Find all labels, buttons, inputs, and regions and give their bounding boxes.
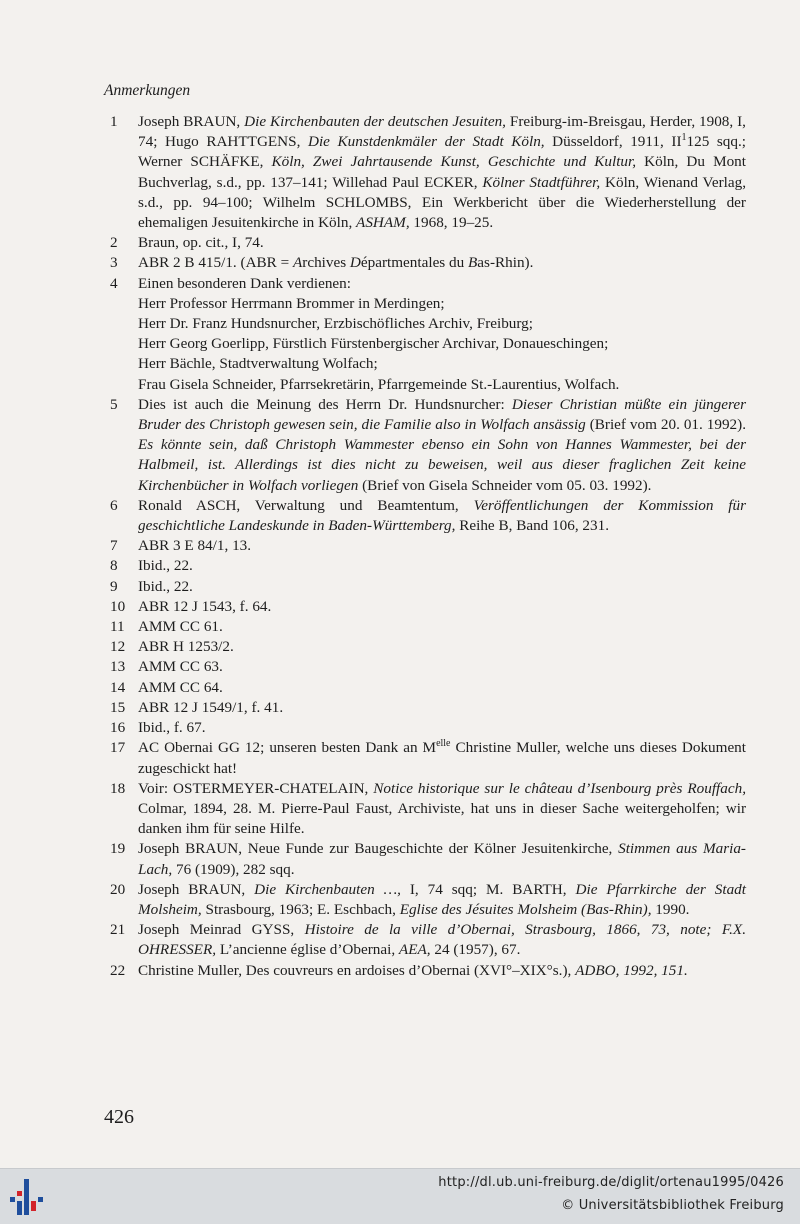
copyright-text: © Universitätsbibliothek Freiburg	[561, 1198, 784, 1213]
footnote-line: Herr Professor Herrmann Brommer in Merdingen;	[138, 294, 445, 312]
footnote-text	[138, 536, 746, 556]
text-segment: Dies ist auch die Meinung des Herrn Dr. Hundsnurcher:	[138, 395, 512, 413]
text-segment: ABR 12 J 1543, f. 64.	[138, 597, 272, 615]
text-segment: Braun, op. cit., I, 74.	[138, 234, 264, 252]
footnote-6	[104, 496, 746, 536]
footnote-22	[104, 961, 746, 981]
footnote-text	[138, 577, 746, 597]
footnote-line: Frau Gisela Schneider, Pfarrsekretärin, Pfarrgemeinde St.-Laurentius, Wolfach.	[138, 375, 620, 393]
footnote-text	[138, 718, 746, 738]
text-segment: Ibid., f. 67.	[138, 719, 206, 737]
text-segment: ABR 3 E 84/1, 13.	[138, 537, 252, 555]
text-segment: AC Obernai GG 12; unseren besten Dank an M	[138, 739, 437, 757]
footnote-9	[104, 577, 746, 597]
text-segment: Joseph BRAUN, Neue Funde zur Baugeschichte der Kölner Jesuitenkirche,	[138, 840, 619, 858]
text-segment: 24 (1957), 67.	[430, 941, 521, 959]
text-segment: AMM CC 61.	[138, 618, 223, 636]
text-segment: épartmentales du	[360, 254, 469, 272]
footnote-text	[138, 274, 746, 395]
italic-segment: Die Kirchenbauten …,	[254, 880, 401, 898]
italic-segment: Stimmen aus Maria-Lach,	[138, 840, 746, 878]
text-segment: 125 sqq.; Werner SCHÄFKE,	[138, 133, 746, 171]
footnote-number: 6	[110, 496, 118, 514]
footnote-text	[138, 253, 746, 273]
footnote-number: 1	[110, 113, 118, 130]
footnote-number: 3	[110, 254, 118, 272]
footnote-number: 10	[110, 597, 126, 615]
text-segment: Joseph Meinrad GYSS,	[138, 921, 305, 939]
permalink-url[interactable]: http://dl.ub.uni-freiburg.de/diglit/ortenau1995/0426	[438, 1175, 784, 1190]
text-segment: Ibid., 22.	[138, 557, 193, 575]
text-segment: AMM CC 63.	[138, 658, 223, 676]
text-segment: ABR H 1253/2.	[138, 638, 234, 656]
text-segment: ABR 12 J 1549/1, f. 41.	[138, 698, 284, 716]
footnote-text	[138, 496, 746, 536]
text-segment: Ibid., 22.	[138, 577, 193, 595]
footnote-text	[138, 738, 746, 778]
text-segment: Köln, Du Mont Buchverlag, s.d., pp. 137–141; Willehad Paul ECKER,	[138, 153, 746, 191]
footnote-text	[138, 698, 746, 718]
page-number: 426	[104, 1106, 134, 1128]
footnote-number: 13	[110, 658, 126, 676]
text-segment: as-Rhin).	[477, 254, 534, 272]
footnote-16	[104, 718, 746, 738]
footnote-11	[104, 617, 746, 637]
section-header: Anmerkungen	[104, 82, 191, 99]
italic-segment: Es könnte sein, daß Christoph Wammester ebenso ein Sohn von Hannes Wammester, bei der Halbmeil, ist. Allerdings ist dies nicht zu beweisen, weil aus dieser fraglichen Zeit keine Kirchenbücher in Wolfach vorliegen	[138, 436, 746, 494]
italic-segment: Notice historique sur le château d’Isenbourg près Rouffach,	[373, 779, 746, 797]
text-segment: rchives	[302, 254, 350, 272]
footnote-number: 11	[110, 618, 125, 636]
text-segment: Christine Muller, welche uns dieses Dokument zugeschickt hat!	[138, 739, 746, 777]
text-segment: Joseph BRAUN,	[138, 113, 245, 130]
footnote-text	[138, 556, 746, 576]
footnote-4	[104, 274, 746, 395]
footnote-18	[104, 779, 746, 840]
footnote-line: Herr Bächle, Stadtverwaltung Wolfach;	[138, 355, 378, 373]
footnote-text	[138, 839, 746, 879]
footnote-19	[104, 839, 746, 879]
italic-segment: Veröffentlichungen der Kommission für geschichtliche Landeskunde in Baden-Württemberg,	[138, 496, 747, 535]
footnote-number: 20	[110, 880, 126, 898]
text-segment: 1968, 19–25.	[409, 214, 494, 232]
footnote-number: 4	[110, 274, 118, 292]
footnote-7	[104, 536, 746, 556]
italic-segment: D	[349, 254, 361, 272]
superscript: elle	[436, 738, 451, 750]
footnote-15	[104, 698, 746, 718]
footnote-10	[104, 597, 746, 617]
italic-segment: Die Kunstdenkmäler der Stadt Köln,	[307, 133, 545, 151]
footnote-line: Herr Georg Goerlipp, Fürstlich Fürstenbergischer Archivar, Donaueschingen;	[138, 335, 609, 353]
italic-segment: Die Pfarrkirche der Stadt Molsheim,	[138, 880, 746, 918]
footnote-text	[138, 657, 746, 677]
footnote-20	[104, 880, 746, 920]
italic-segment: ASHAM,	[356, 214, 410, 232]
text-segment: (Brief vom 20. 01. 1992).	[585, 416, 746, 434]
superscript: 1	[681, 132, 687, 144]
footnote-text	[138, 779, 746, 840]
footnote-number: 18	[110, 779, 126, 797]
footnote-text	[138, 617, 746, 637]
footnote-text	[138, 961, 746, 981]
italic-segment: Die Kirchenbauten der deutschen Jesuiten,	[244, 113, 506, 130]
footnote-number: 8	[110, 557, 118, 575]
footnote-text	[138, 678, 746, 698]
footnote-number: 21	[110, 921, 126, 939]
text-segment: ABR 2 B 415/1. (ABR =	[138, 254, 293, 272]
text-segment: L’ancienne église d’Obernai,	[216, 941, 399, 959]
footnote-2	[104, 233, 746, 253]
footnote-number: 12	[110, 638, 126, 656]
italic-segment: Köln, Zwei Jahrtausende Kunst, Geschichte und Kultur,	[271, 153, 637, 171]
text-segment: Colmar, 1894, 28. M. Pierre-Paul Faust, Archiviste, hat uns in dieser Sache weitergeholfen; wir danken ihm für seine Hilfe.	[138, 799, 746, 838]
italic-segment: Kölner Stadtführer,	[482, 173, 601, 191]
footnote-number: 7	[110, 537, 118, 555]
footnote-number: 2	[110, 234, 118, 252]
footnote-text	[138, 920, 746, 960]
footnote-17	[104, 738, 746, 778]
italic-segment: B	[468, 254, 478, 272]
text-segment: Köln, Wienand Verlag, s.d., pp. 94–100; Wilhelm SCHLOMBS, Ein Werkbericht über die Wiederherstellung der ehemaligen Jesuitenkirche in Köln,	[138, 173, 746, 232]
footnote-13	[104, 657, 746, 677]
footnote-8	[104, 556, 746, 576]
text-segment: AMM CC 64.	[138, 678, 223, 696]
text-segment: (Brief von Gisela Schneider vom 05. 03. 1992).	[358, 476, 652, 494]
ub-freiburg-logo-icon	[8, 1175, 48, 1219]
footnote-number: 19	[110, 840, 126, 858]
text-segment: Freiburg-im-Breisgau, Herder, 1908, I, 74; Hugo RAHTTGENS,	[138, 113, 746, 151]
footnote-list	[104, 112, 746, 981]
text-segment: Joseph BRAUN,	[138, 880, 255, 898]
footnote-line: Herr Dr. Franz Hundsnurcher, Erzbischöfliches Archiv, Freiburg;	[138, 315, 533, 333]
italic-segment: Dieser Christian müßte ein jüngerer Bruder des Christoph gewesen sein, die Familie also in Wolfach ansässig	[138, 395, 746, 434]
footnote-text	[138, 395, 746, 496]
footnote-text	[138, 637, 746, 657]
footnote-number: 22	[110, 961, 126, 979]
text-segment: I, 74 sqq; M. BARTH,	[400, 880, 576, 898]
text-segment: Reihe B, Band 106, 231.	[455, 517, 610, 535]
footnote-14	[104, 678, 746, 698]
text-segment: Strasbourg, 1963; E. Eschbach,	[201, 900, 400, 918]
italic-segment: AEA,	[398, 941, 431, 959]
footnote-number: 16	[110, 719, 126, 737]
footnote-12	[104, 637, 746, 657]
footnote-text	[138, 880, 746, 920]
footnote-21	[104, 920, 746, 960]
footnote-text	[138, 112, 746, 233]
footnote-number: 17	[110, 739, 126, 757]
text-segment: 1990.	[651, 900, 690, 918]
footnote-text	[138, 597, 746, 617]
text-segment: Ronald ASCH, Verwaltung und Beamtentum,	[138, 496, 474, 514]
italic-segment: Eglise des Jésuites Molsheim (Bas-Rhin),	[399, 900, 652, 918]
italic-segment: ADBO, 1992, 151.	[575, 961, 688, 979]
footnote-number: 15	[110, 698, 126, 716]
footnote-text	[138, 233, 746, 253]
viewer-footer	[0, 1168, 800, 1224]
text-segment: Düsseldorf, 1911, II	[544, 133, 682, 151]
italic-segment: Histoire de la ville d’Obernai, Strasbourg, 1866, 73, note; F.X. OHRESSER,	[138, 921, 747, 959]
footnote-5	[104, 395, 746, 496]
footnote-number: 9	[110, 577, 118, 595]
footnote-number: 14	[110, 678, 126, 696]
footnote-3	[104, 253, 746, 273]
text-segment: 76 (1909), 282 sqq.	[172, 860, 295, 878]
footnote-number: 5	[110, 395, 118, 413]
footnote-line: Einen besonderen Dank verdienen:	[138, 274, 351, 292]
text-segment: Christine Muller, Des couvreurs en ardoises d’Obernai (XVI°–XIX°s.),	[138, 961, 576, 979]
footnote-1	[104, 112, 746, 233]
text-segment: Voir: OSTERMEYER-CHATELAIN,	[138, 779, 374, 797]
italic-segment: A	[292, 254, 303, 272]
